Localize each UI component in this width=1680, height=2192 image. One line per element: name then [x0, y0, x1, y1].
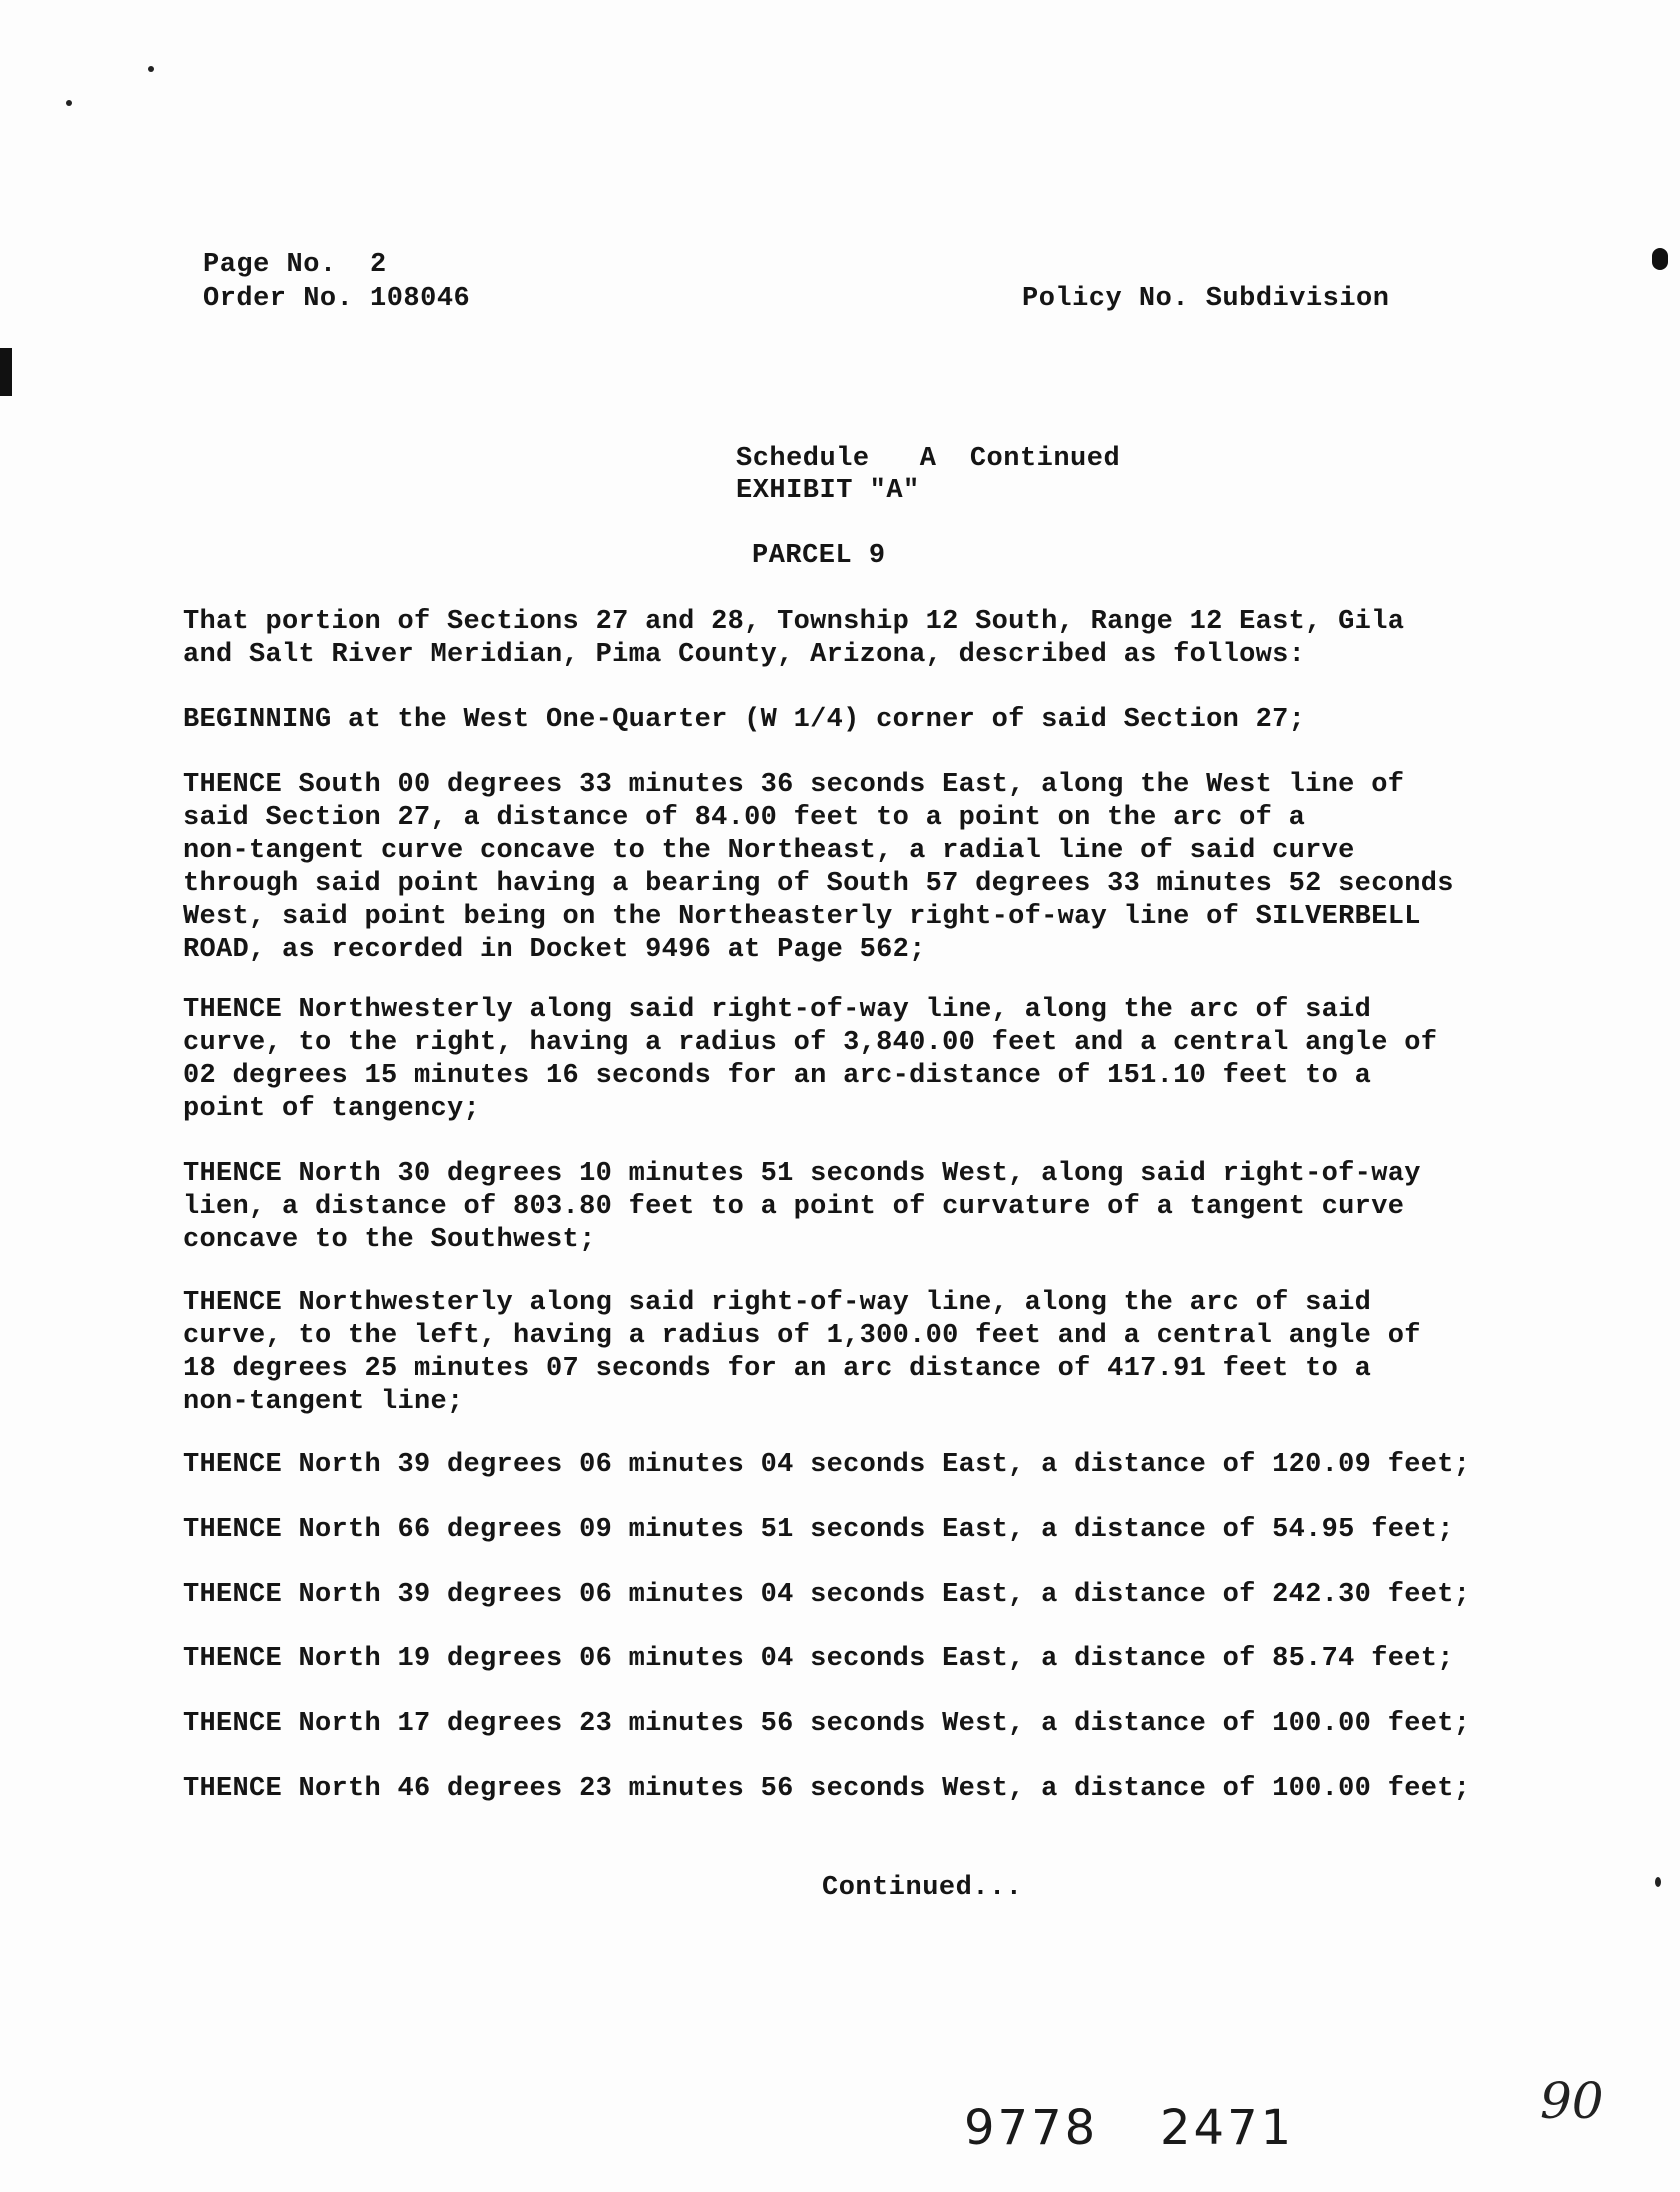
text-line: non-tangent curve concave to the Northeast, a radial line of said curve [183, 836, 1355, 866]
text-line: THENCE Northwesterly along said right-of-way line, along the arc of said [183, 1288, 1372, 1318]
text-line: THENCE North 39 degrees 06 minutes 04 seconds East, a distance of 120.09 feet; [183, 1450, 1471, 1480]
scan-speck [148, 66, 154, 72]
text-line: 18 degrees 25 minutes 07 seconds for an arc distance of 417.91 feet to a [183, 1354, 1372, 1384]
text-line: ROAD, as recorded in Docket 9496 at Page 562; [183, 935, 926, 965]
continued-note: Continued... [822, 1873, 1023, 1903]
text-line: THENCE North 19 degrees 06 minutes 04 seconds East, a distance of 85.74 feet; [183, 1644, 1454, 1674]
scan-speck [66, 100, 72, 106]
thence-line-7 [183, 1579, 1471, 1612]
text-line: curve, to the right, having a radius of 3,840.00 feet and a central angle of [183, 1028, 1438, 1058]
page-number: Page No. 2 [203, 250, 387, 280]
thence-line-5 [183, 1449, 1471, 1482]
thence-line-8 [183, 1643, 1454, 1676]
thence-paragraph-4 [183, 1287, 1443, 1419]
beginning-paragraph [183, 704, 1443, 737]
policy-number: Policy No. Subdivision [1022, 284, 1390, 314]
thence-line-6 [183, 1514, 1454, 1547]
thence-line-10 [183, 1773, 1471, 1806]
text-line: THENCE North 30 degrees 10 minutes 51 seconds West, along said right-of-way [183, 1159, 1421, 1189]
text-line: THENCE South 00 degrees 33 minutes 36 seconds East, along the West line of [183, 770, 1405, 800]
scan-speck [1655, 1877, 1661, 1887]
document-stamp-number-left: 9778 [964, 2100, 1099, 2156]
text-line: That portion of Sections 27 and 28, Township 12 South, Range 12 East, Gila [183, 607, 1405, 637]
text-line: point of tangency; [183, 1094, 481, 1124]
exhibit-title: EXHIBIT "A" [736, 476, 920, 506]
intro-paragraph [183, 606, 1443, 672]
scan-edge-mark [1652, 248, 1668, 270]
text-line: THENCE North 39 degrees 06 minutes 04 seconds East, a distance of 242.30 feet; [183, 1580, 1471, 1610]
document-stamp-number-right: 2471 [1160, 2100, 1295, 2156]
parcel-title: PARCEL 9 [752, 541, 886, 571]
text-line: THENCE North 46 degrees 23 minutes 56 seconds West, a distance of 100.00 feet; [183, 1774, 1471, 1804]
text-line: lien, a distance of 803.80 feet to a point of curvature of a tangent curve [183, 1192, 1405, 1222]
thence-paragraph-1 [183, 769, 1454, 967]
scan-edge-mark [0, 348, 12, 396]
order-number: Order No. 108046 [203, 284, 471, 314]
text-line: West, said point being on the Northeasterly right-of-way line of SILVERBELL [183, 902, 1421, 932]
text-line: THENCE North 17 degrees 23 minutes 56 seconds West, a distance of 100.00 feet; [183, 1709, 1471, 1739]
thence-paragraph-3 [183, 1158, 1443, 1257]
text-line: curve, to the left, having a radius of 1,300.00 feet and a central angle of [183, 1321, 1421, 1351]
text-line: said Section 27, a distance of 84.00 feet to a point on the arc of a [183, 803, 1306, 833]
text-line: through said point having a bearing of South 57 degrees 33 minutes 52 seconds [183, 869, 1454, 899]
text-line: and Salt River Meridian, Pima County, Arizona, described as follows: [183, 640, 1306, 670]
text-line: concave to the Southwest; [183, 1225, 596, 1255]
schedule-title: Schedule A Continued [736, 444, 1121, 474]
text-line: BEGINNING at the West One-Quarter (W 1/4) corner of said Section 27; [183, 705, 1306, 735]
thence-line-9 [183, 1708, 1471, 1741]
handwritten-page-number: 90 [1540, 2072, 1604, 2130]
text-line: 02 degrees 15 minutes 16 seconds for an arc-distance of 151.10 feet to a [183, 1061, 1372, 1091]
text-line: non-tangent line; [183, 1387, 464, 1417]
text-line: THENCE Northwesterly along said right-of-way line, along the arc of said [183, 995, 1372, 1025]
text-line: THENCE North 66 degrees 09 minutes 51 seconds East, a distance of 54.95 feet; [183, 1515, 1454, 1545]
thence-paragraph-2 [183, 994, 1443, 1126]
